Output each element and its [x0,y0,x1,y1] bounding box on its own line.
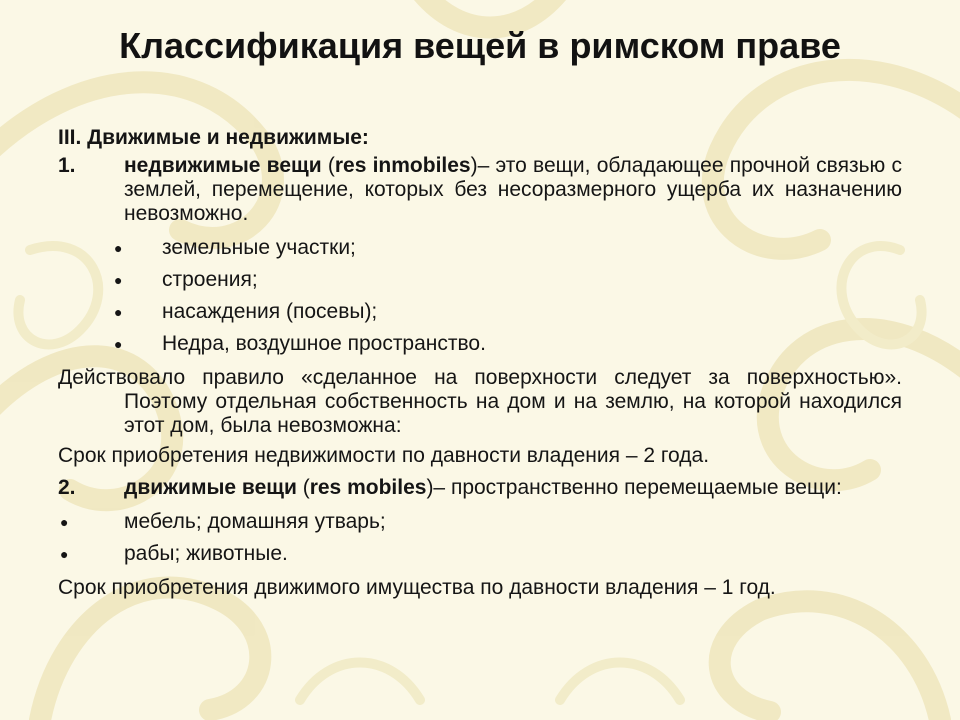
latin-paren: ( [321,154,335,177]
latin-paren: ( [296,476,310,499]
bullet-icon: ● [114,240,123,256]
immovable-definition-text: )– это вещи, обладающее прочной связью с землей, перемещение, которых без несоразмерного ущерба их назначению невозможно. [124,154,903,225]
movable-term-paragraph: Срок приобретения движимого имущества по давности владения – 1 год. [58,576,776,599]
item-number: 1. [58,154,76,177]
list-item: ● мебель; домашняя утварь; [58,506,902,538]
movable-latin-term: res mobiles [309,476,427,499]
bullet-icon: ● [114,336,123,352]
immovable-examples-list [58,232,902,360]
list-item: ● строения; [58,264,902,296]
immovable-definition [58,154,902,226]
section-heading: III. Движимые и недвижимые: [58,126,369,149]
movable-definition [58,476,902,500]
immovable-latin-term: res inmobiles [334,154,471,177]
movable-definition-text: )– пространственно перемещаемые вещи: [426,476,842,499]
bullet-icon: ● [60,514,69,530]
bullet-icon: ● [60,546,69,562]
slide-title: Классификация вещей в римском праве [119,25,841,66]
immovable-term-paragraph: Срок приобретения недвижимости по давности владения – 2 года. [58,444,710,467]
item-number: 2. [58,476,76,499]
list-item: ● земельные участки; [58,232,902,264]
movable-term: движимые вещи [124,476,297,499]
bullet-icon: ● [114,272,123,288]
bullet-icon: ● [114,304,123,320]
movable-examples-list [58,506,902,570]
list-item: ● рабы; животные. [58,538,902,570]
rule-paragraph: Действовало правило «сделанное на поверхности следует за поверхностью». Поэтому отдельная собственность на дом и на землю, на которой находился этот дом, была невозможна: [58,366,902,437]
immovable-term: недвижимые вещи [124,154,322,177]
list-item: ● Недра, воздушное пространство. [58,328,902,360]
slide-body [58,126,902,600]
list-item: ● насаждения (посевы); [58,296,902,328]
